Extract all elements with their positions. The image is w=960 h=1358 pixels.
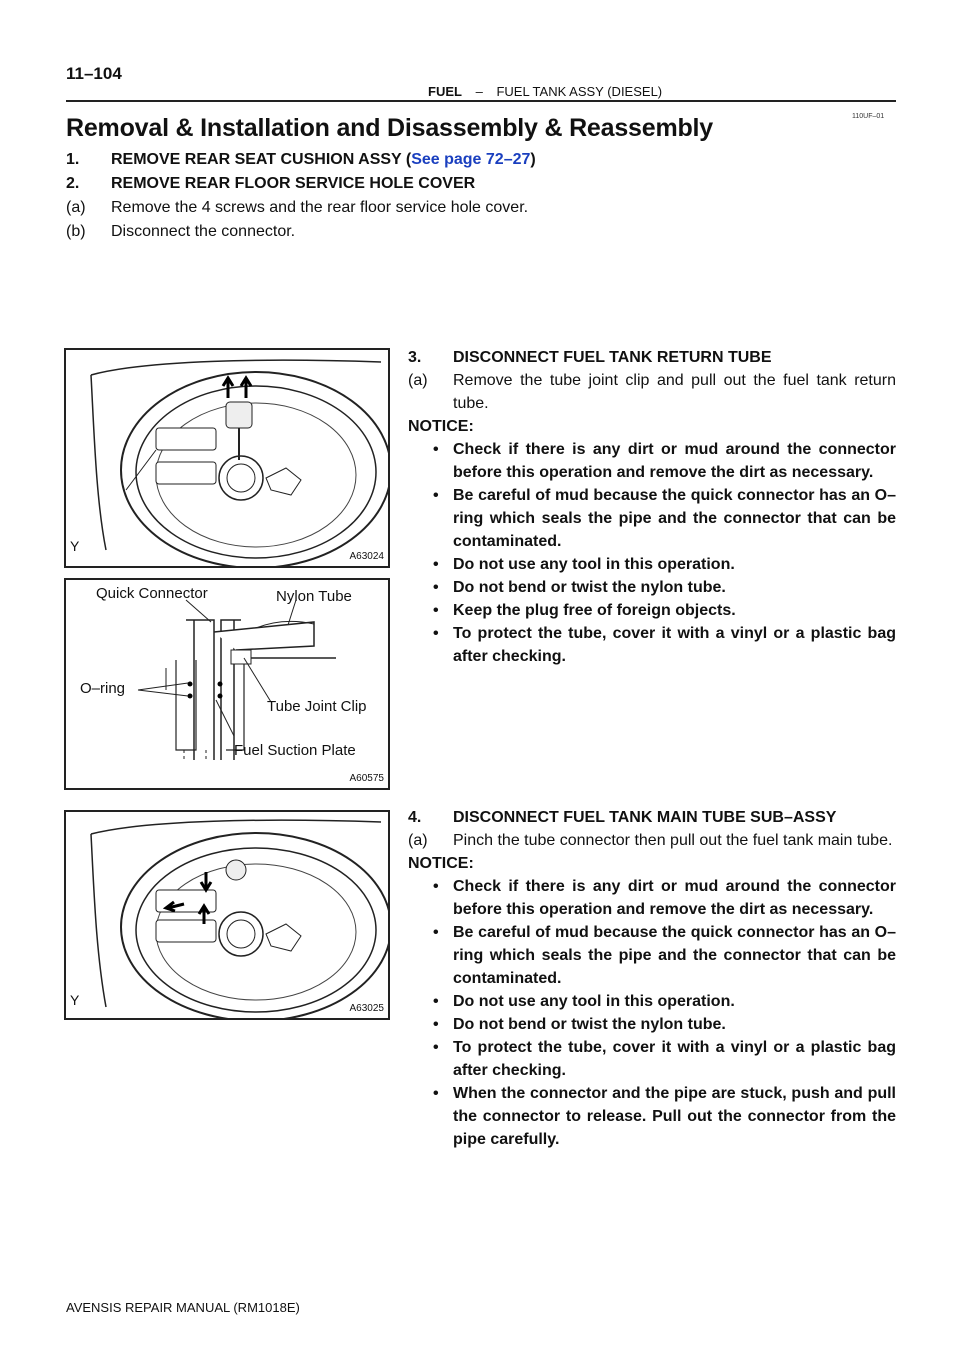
step-3a <box>408 369 896 415</box>
step-4-block <box>408 806 896 1151</box>
step-3a-number: (a) <box>408 372 428 389</box>
figure-a60575 <box>64 578 390 790</box>
callout-quick-connector: Quick Connector <box>96 585 208 602</box>
step-3-heading-text: DISCONNECT FUEL TANK RETURN TUBE <box>453 349 772 366</box>
page-footer: AVENSIS REPAIR MANUAL (RM1018E) <box>66 1300 300 1315</box>
figure-id: A63024 <box>349 551 384 562</box>
subsection-name: FUEL TANK ASSY (DIESEL) <box>496 84 663 99</box>
step-2a-number: (a) <box>66 199 86 216</box>
see-page-link[interactable]: See page 72–27 <box>411 151 531 168</box>
figure-a63025 <box>64 810 390 1020</box>
step-4-heading <box>408 806 896 829</box>
fuel-pump-top-illustration <box>66 350 388 566</box>
figure-mark: Y <box>70 538 80 554</box>
header-rule <box>66 100 896 102</box>
callout-tube-joint-clip: Tube Joint Clip <box>267 698 367 715</box>
callout-nylon-tube: Nylon Tube <box>276 588 352 605</box>
step-3-bullet: • Do not use any tool in this operation. <box>433 556 735 573</box>
section-separator: – <box>475 84 483 99</box>
bullet-text: Keep the plug free of foreign objects. <box>453 602 736 619</box>
bullet-text: Do not use any tool in this operation. <box>453 556 735 573</box>
document-code: 110UF–01 <box>852 113 885 120</box>
figure-mark: Y <box>70 992 80 1008</box>
section-header <box>428 84 662 99</box>
bullet-text: Check if there is any dirt or mud around the connector before this operation and remove the dirt as necessary. <box>453 878 896 918</box>
step-2b-number: (b) <box>66 223 86 240</box>
step-4-bullet: • Check if there is any dirt or mud around the connector before this operation and remove the dirt as necessary. <box>433 878 896 918</box>
step-4-number: 4. <box>408 809 422 826</box>
step-3-bullet: • Do not bend or twist the nylon tube. <box>433 579 726 596</box>
step-1-text: REMOVE REAR SEAT CUSHION ASSY ( <box>111 151 412 168</box>
figure-id: A60575 <box>349 773 384 784</box>
step-4-bullet: • Be careful of mud because the quick connector has an O–ring which seals the pipe and the connector that can be contaminated. <box>433 924 896 987</box>
step-4-heading-text: DISCONNECT FUEL TANK MAIN TUBE SUB–ASSY <box>453 809 837 826</box>
step-4-bullet: • Do not bend or twist the nylon tube. <box>433 1016 726 1033</box>
step-3-bullet: • Keep the plug free of foreign objects. <box>433 602 736 619</box>
bullet-text: To protect the tube, cover it with a vinyl or a plastic bag after checking. <box>453 625 896 665</box>
step-4-bullet: • To protect the tube, cover it with a vinyl or a plastic bag after checking. <box>433 1039 896 1079</box>
notice-label: NOTICE: <box>408 855 474 872</box>
bullet-text: Do not use any tool in this operation. <box>453 993 735 1010</box>
step-3a-text: Remove the tube joint clip and pull out the fuel tank return tube. <box>453 372 896 412</box>
bullet-text: When the connector and the pipe are stuck, push and pull the connector to release. Pull out the connector from the pipe carefully. <box>453 1085 896 1148</box>
step-3-bullet: • To protect the tube, cover it with a vinyl or a plastic bag after checking. <box>433 625 896 665</box>
step-3-number: 3. <box>408 349 422 366</box>
step-2b-text: Disconnect the connector. <box>111 223 296 240</box>
step-2a-text: Remove the 4 screws and the rear floor service hole cover. <box>111 199 529 216</box>
step-3-bullet: • Check if there is any dirt or mud around the connector before this operation and remove the dirt as necessary. <box>433 441 896 481</box>
section-name: FUEL <box>428 84 462 99</box>
step-2-number: 2. <box>66 175 80 192</box>
bullet-text: To protect the tube, cover it with a vinyl or a plastic bag after checking. <box>453 1039 896 1079</box>
step-1-number: 1. <box>66 151 80 168</box>
notice-label: NOTICE: <box>408 418 474 435</box>
step-3-bullet: • Be careful of mud because the quick connector has an O–ring which seals the pipe and the connector that can be contaminated. <box>433 487 896 550</box>
step-1-close: ) <box>530 151 536 168</box>
step-2-text: REMOVE REAR FLOOR SERVICE HOLE COVER <box>111 175 476 192</box>
bullet-text: Do not bend or twist the nylon tube. <box>453 1016 726 1033</box>
bullet-text: Be careful of mud because the quick connector has an O–ring which seals the pipe and the connector that can be contaminated. <box>453 924 896 987</box>
bullet-text: Do not bend or twist the nylon tube. <box>453 579 726 596</box>
step-4a <box>408 829 896 852</box>
step-3-block <box>408 346 896 668</box>
step-1 <box>66 148 536 172</box>
bullet-text: Check if there is any dirt or mud around the connector before this operation and remove the dirt as necessary. <box>453 441 896 481</box>
page-number: 11–104 <box>66 64 122 83</box>
figure-a63024 <box>64 348 390 568</box>
bullet-text: Be careful of mud because the quick connector has an O–ring which seals the pipe and the connector that can be contaminated. <box>453 487 896 550</box>
step-4-bullet: • Do not use any tool in this operation. <box>433 993 735 1010</box>
step-3-heading <box>408 346 896 369</box>
step-2 <box>66 172 475 196</box>
page-title: Removal & Installation and Disassembly & Reassembly <box>66 114 713 142</box>
step-4a-text: Pinch the tube connector then pull out the fuel tank main tube. <box>453 832 893 849</box>
step-2a <box>66 196 528 220</box>
fuel-pump-main-tube-illustration <box>66 812 388 1018</box>
step-4a-number: (a) <box>408 832 428 849</box>
step-2b <box>66 220 295 244</box>
step-4-bullet: • When the connector and the pipe are stuck, push and pull the connector to release. Pull out the connector from the pipe carefully. <box>433 1085 896 1148</box>
callout-o-ring: O–ring <box>80 680 126 697</box>
callout-fuel-suction-plate: Fuel Suction Plate <box>234 742 356 759</box>
figure-id: A63025 <box>349 1003 384 1014</box>
